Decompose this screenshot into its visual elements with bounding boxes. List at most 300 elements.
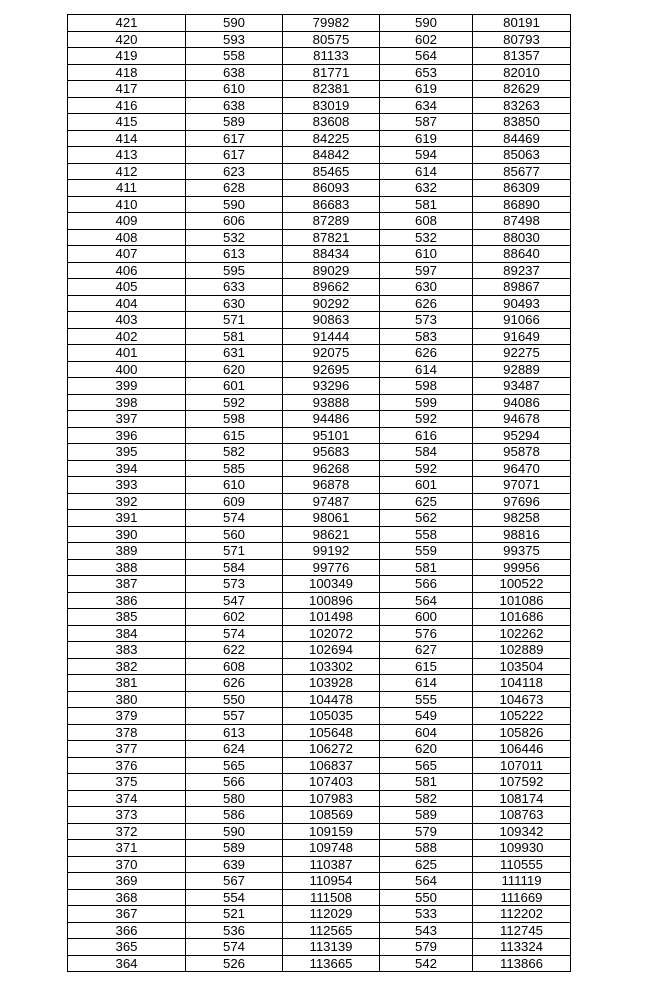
cumulative-cell-a: 106837 <box>283 757 380 774</box>
cumulative-cell-a: 95101 <box>283 427 380 444</box>
count-cell-b: 550 <box>380 889 473 906</box>
cumulative-cell-a: 110954 <box>283 873 380 890</box>
count-cell-a: 608 <box>186 658 283 675</box>
count-cell-b: 543 <box>380 922 473 939</box>
cumulative-cell-b: 108763 <box>473 807 571 824</box>
count-cell-b: 533 <box>380 906 473 923</box>
count-cell-a: 526 <box>186 955 283 972</box>
score-cell: 381 <box>68 675 186 692</box>
score-cell: 396 <box>68 427 186 444</box>
table-row <box>68 163 571 180</box>
count-cell-a: 574 <box>186 625 283 642</box>
table-row <box>68 823 571 840</box>
cumulative-cell-b: 97696 <box>473 493 571 510</box>
count-cell-b: 587 <box>380 114 473 131</box>
count-cell-a: 590 <box>186 196 283 213</box>
cumulative-cell-b: 111669 <box>473 889 571 906</box>
count-cell-b: 625 <box>380 856 473 873</box>
count-cell-a: 574 <box>186 939 283 956</box>
table-row <box>68 130 571 147</box>
table-row <box>68 196 571 213</box>
table-row <box>68 279 571 296</box>
count-cell-b: 592 <box>380 411 473 428</box>
cumulative-cell-b: 104118 <box>473 675 571 692</box>
score-cell: 365 <box>68 939 186 956</box>
count-cell-a: 595 <box>186 262 283 279</box>
count-cell-a: 606 <box>186 213 283 230</box>
score-cell: 384 <box>68 625 186 642</box>
cumulative-cell-a: 112029 <box>283 906 380 923</box>
table-row <box>68 295 571 312</box>
cumulative-cell-a: 92695 <box>283 361 380 378</box>
score-cell: 368 <box>68 889 186 906</box>
cumulative-cell-a: 103928 <box>283 675 380 692</box>
score-cell: 380 <box>68 691 186 708</box>
count-cell-b: 614 <box>380 675 473 692</box>
score-cell: 395 <box>68 444 186 461</box>
table-row <box>68 559 571 576</box>
table-row <box>68 840 571 857</box>
cumulative-cell-b: 83850 <box>473 114 571 131</box>
score-cell: 378 <box>68 724 186 741</box>
table-row <box>68 229 571 246</box>
table-row <box>68 262 571 279</box>
count-cell-b: 564 <box>380 48 473 65</box>
count-cell-b: 589 <box>380 807 473 824</box>
cumulative-cell-b: 93487 <box>473 378 571 395</box>
count-cell-b: 620 <box>380 741 473 758</box>
cumulative-cell-a: 107403 <box>283 774 380 791</box>
count-cell-a: 624 <box>186 741 283 758</box>
count-cell-b: 600 <box>380 609 473 626</box>
cumulative-cell-a: 95683 <box>283 444 380 461</box>
count-cell-b: 583 <box>380 328 473 345</box>
score-cell: 402 <box>68 328 186 345</box>
count-cell-a: 639 <box>186 856 283 873</box>
cumulative-cell-a: 81771 <box>283 64 380 81</box>
table-row <box>68 114 571 131</box>
count-cell-b: 555 <box>380 691 473 708</box>
cumulative-cell-b: 81357 <box>473 48 571 65</box>
count-cell-a: 589 <box>186 840 283 857</box>
score-cell: 420 <box>68 31 186 48</box>
cumulative-cell-b: 107011 <box>473 757 571 774</box>
score-cell: 413 <box>68 147 186 164</box>
count-cell-a: 593 <box>186 31 283 48</box>
score-cell: 385 <box>68 609 186 626</box>
cumulative-cell-b: 95294 <box>473 427 571 444</box>
cumulative-cell-b: 91066 <box>473 312 571 329</box>
score-cell: 372 <box>68 823 186 840</box>
count-cell-a: 532 <box>186 229 283 246</box>
count-cell-b: 562 <box>380 510 473 527</box>
score-cell: 392 <box>68 493 186 510</box>
table-row <box>68 361 571 378</box>
cumulative-cell-b: 99956 <box>473 559 571 576</box>
cumulative-cell-b: 97071 <box>473 477 571 494</box>
table-row <box>68 757 571 774</box>
count-cell-a: 609 <box>186 493 283 510</box>
table-row <box>68 642 571 659</box>
cumulative-cell-a: 91444 <box>283 328 380 345</box>
table-row <box>68 213 571 230</box>
score-cell: 397 <box>68 411 186 428</box>
count-cell-b: 619 <box>380 130 473 147</box>
table-row <box>68 807 571 824</box>
count-cell-a: 598 <box>186 411 283 428</box>
cumulative-cell-b: 90493 <box>473 295 571 312</box>
table-row <box>68 576 571 593</box>
cumulative-cell-b: 98258 <box>473 510 571 527</box>
cumulative-cell-b: 112745 <box>473 922 571 939</box>
score-cell: 383 <box>68 642 186 659</box>
count-cell-b: 614 <box>380 361 473 378</box>
cumulative-cell-b: 88640 <box>473 246 571 263</box>
count-cell-a: 571 <box>186 543 283 560</box>
table-row <box>68 543 571 560</box>
score-cell: 408 <box>68 229 186 246</box>
score-cell: 371 <box>68 840 186 857</box>
count-cell-b: 584 <box>380 444 473 461</box>
count-cell-b: 625 <box>380 493 473 510</box>
cumulative-cell-a: 97487 <box>283 493 380 510</box>
count-cell-b: 581 <box>380 774 473 791</box>
score-cell: 404 <box>68 295 186 312</box>
count-cell-b: 610 <box>380 246 473 263</box>
cumulative-cell-a: 88434 <box>283 246 380 263</box>
count-cell-a: 547 <box>186 592 283 609</box>
table-row <box>68 724 571 741</box>
cumulative-cell-a: 113665 <box>283 955 380 972</box>
table-row <box>68 922 571 939</box>
count-cell-b: 579 <box>380 823 473 840</box>
cumulative-cell-a: 113139 <box>283 939 380 956</box>
count-cell-a: 566 <box>186 774 283 791</box>
cumulative-cell-b: 102889 <box>473 642 571 659</box>
score-cell: 369 <box>68 873 186 890</box>
table-row <box>68 328 571 345</box>
table-row <box>68 81 571 98</box>
cumulative-cell-b: 87498 <box>473 213 571 230</box>
count-cell-a: 610 <box>186 477 283 494</box>
score-cell: 374 <box>68 790 186 807</box>
cumulative-cell-a: 90292 <box>283 295 380 312</box>
count-cell-b: 653 <box>380 64 473 81</box>
table-row <box>68 97 571 114</box>
count-cell-b: 615 <box>380 658 473 675</box>
table-row <box>68 147 571 164</box>
score-cell: 405 <box>68 279 186 296</box>
table-row <box>68 856 571 873</box>
cumulative-cell-a: 100349 <box>283 576 380 593</box>
table-row <box>68 345 571 362</box>
cumulative-cell-b: 113324 <box>473 939 571 956</box>
cumulative-cell-a: 84842 <box>283 147 380 164</box>
cumulative-cell-a: 96878 <box>283 477 380 494</box>
score-cell: 412 <box>68 163 186 180</box>
count-cell-a: 584 <box>186 559 283 576</box>
table-row <box>68 477 571 494</box>
count-cell-b: 604 <box>380 724 473 741</box>
cumulative-cell-b: 80191 <box>473 15 571 32</box>
count-cell-b: 564 <box>380 592 473 609</box>
table-row <box>68 906 571 923</box>
count-cell-b: 634 <box>380 97 473 114</box>
cumulative-cell-b: 98816 <box>473 526 571 543</box>
cumulative-cell-b: 84469 <box>473 130 571 147</box>
score-cell: 421 <box>68 15 186 32</box>
cumulative-cell-a: 102694 <box>283 642 380 659</box>
count-cell-a: 592 <box>186 394 283 411</box>
cumulative-cell-a: 110387 <box>283 856 380 873</box>
cumulative-cell-a: 86683 <box>283 196 380 213</box>
table-row <box>68 939 571 956</box>
cumulative-cell-a: 79982 <box>283 15 380 32</box>
count-cell-a: 613 <box>186 724 283 741</box>
table-row <box>68 15 571 32</box>
count-cell-b: 565 <box>380 757 473 774</box>
count-cell-b: 632 <box>380 180 473 197</box>
score-cell: 401 <box>68 345 186 362</box>
count-cell-a: 565 <box>186 757 283 774</box>
score-cell: 364 <box>68 955 186 972</box>
count-cell-a: 589 <box>186 114 283 131</box>
table-row <box>68 873 571 890</box>
cumulative-cell-b: 111119 <box>473 873 571 890</box>
score-cell: 409 <box>68 213 186 230</box>
table-row <box>68 180 571 197</box>
cumulative-cell-a: 98061 <box>283 510 380 527</box>
table-row <box>68 510 571 527</box>
table-row <box>68 691 571 708</box>
cumulative-cell-b: 89867 <box>473 279 571 296</box>
cumulative-cell-b: 92889 <box>473 361 571 378</box>
cumulative-cell-b: 112202 <box>473 906 571 923</box>
cumulative-cell-b: 99375 <box>473 543 571 560</box>
cumulative-cell-b: 100522 <box>473 576 571 593</box>
cumulative-cell-a: 94486 <box>283 411 380 428</box>
score-cell: 373 <box>68 807 186 824</box>
count-cell-a: 567 <box>186 873 283 890</box>
count-cell-a: 573 <box>186 576 283 593</box>
score-cell: 406 <box>68 262 186 279</box>
count-cell-a: 536 <box>186 922 283 939</box>
table-row <box>68 526 571 543</box>
table-row <box>68 889 571 906</box>
count-cell-b: 558 <box>380 526 473 543</box>
cumulative-cell-a: 92075 <box>283 345 380 362</box>
cumulative-cell-b: 106446 <box>473 741 571 758</box>
cumulative-cell-b: 101086 <box>473 592 571 609</box>
cumulative-cell-b: 92275 <box>473 345 571 362</box>
count-cell-b: 598 <box>380 378 473 395</box>
cumulative-cell-a: 83608 <box>283 114 380 131</box>
cumulative-cell-a: 101498 <box>283 609 380 626</box>
table-row <box>68 378 571 395</box>
cumulative-cell-a: 85465 <box>283 163 380 180</box>
score-cell: 399 <box>68 378 186 395</box>
cumulative-cell-b: 94678 <box>473 411 571 428</box>
count-cell-a: 622 <box>186 642 283 659</box>
table-row <box>68 64 571 81</box>
table-row <box>68 741 571 758</box>
count-cell-b: 602 <box>380 31 473 48</box>
count-cell-a: 628 <box>186 180 283 197</box>
cumulative-cell-a: 93888 <box>283 394 380 411</box>
count-cell-b: 573 <box>380 312 473 329</box>
count-cell-a: 557 <box>186 708 283 725</box>
count-cell-b: 630 <box>380 279 473 296</box>
cumulative-cell-a: 90863 <box>283 312 380 329</box>
score-cell: 379 <box>68 708 186 725</box>
count-cell-a: 585 <box>186 460 283 477</box>
count-cell-a: 617 <box>186 147 283 164</box>
table-row <box>68 955 571 972</box>
count-cell-a: 582 <box>186 444 283 461</box>
cumulative-cell-b: 86309 <box>473 180 571 197</box>
count-cell-b: 566 <box>380 576 473 593</box>
table-row <box>68 246 571 263</box>
count-cell-a: 571 <box>186 312 283 329</box>
count-cell-a: 638 <box>186 64 283 81</box>
score-cell: 414 <box>68 130 186 147</box>
count-cell-b: 581 <box>380 196 473 213</box>
cumulative-cell-a: 87289 <box>283 213 380 230</box>
count-cell-a: 610 <box>186 81 283 98</box>
count-cell-b: 592 <box>380 460 473 477</box>
cumulative-cell-a: 93296 <box>283 378 380 395</box>
table-row <box>68 411 571 428</box>
cumulative-cell-b: 113866 <box>473 955 571 972</box>
count-cell-a: 626 <box>186 675 283 692</box>
table-row <box>68 427 571 444</box>
count-cell-b: 601 <box>380 477 473 494</box>
count-cell-b: 549 <box>380 708 473 725</box>
table-row <box>68 675 571 692</box>
score-cell: 415 <box>68 114 186 131</box>
count-cell-b: 597 <box>380 262 473 279</box>
count-cell-a: 554 <box>186 889 283 906</box>
cumulative-cell-a: 83019 <box>283 97 380 114</box>
count-cell-a: 550 <box>186 691 283 708</box>
count-cell-b: 559 <box>380 543 473 560</box>
cumulative-cell-a: 89662 <box>283 279 380 296</box>
cumulative-cell-a: 106272 <box>283 741 380 758</box>
count-cell-b: 581 <box>380 559 473 576</box>
cumulative-cell-b: 80793 <box>473 31 571 48</box>
table-row <box>68 31 571 48</box>
count-cell-a: 602 <box>186 609 283 626</box>
cumulative-cell-a: 105648 <box>283 724 380 741</box>
count-cell-a: 620 <box>186 361 283 378</box>
count-cell-a: 617 <box>186 130 283 147</box>
score-cell: 398 <box>68 394 186 411</box>
cumulative-cell-a: 103302 <box>283 658 380 675</box>
cumulative-cell-b: 88030 <box>473 229 571 246</box>
score-table-body <box>68 15 571 972</box>
score-cell: 419 <box>68 48 186 65</box>
score-cell: 370 <box>68 856 186 873</box>
cumulative-cell-a: 84225 <box>283 130 380 147</box>
cumulative-cell-a: 102072 <box>283 625 380 642</box>
table-row <box>68 592 571 609</box>
table-row <box>68 625 571 642</box>
score-cell: 407 <box>68 246 186 263</box>
count-cell-b: 626 <box>380 345 473 362</box>
score-cell: 387 <box>68 576 186 593</box>
cumulative-cell-b: 86890 <box>473 196 571 213</box>
score-cell: 376 <box>68 757 186 774</box>
cumulative-cell-b: 104673 <box>473 691 571 708</box>
count-cell-a: 633 <box>186 279 283 296</box>
cumulative-cell-b: 85063 <box>473 147 571 164</box>
cumulative-cell-b: 107592 <box>473 774 571 791</box>
score-cell: 366 <box>68 922 186 939</box>
table-row <box>68 774 571 791</box>
count-cell-a: 560 <box>186 526 283 543</box>
cumulative-cell-a: 96268 <box>283 460 380 477</box>
cumulative-cell-b: 110555 <box>473 856 571 873</box>
cumulative-cell-b: 105826 <box>473 724 571 741</box>
cumulative-cell-a: 111508 <box>283 889 380 906</box>
cumulative-cell-a: 107983 <box>283 790 380 807</box>
count-cell-a: 623 <box>186 163 283 180</box>
score-cell: 403 <box>68 312 186 329</box>
cumulative-cell-b: 103504 <box>473 658 571 675</box>
cumulative-cell-a: 98621 <box>283 526 380 543</box>
table-row <box>68 790 571 807</box>
count-cell-b: 576 <box>380 625 473 642</box>
score-table <box>67 14 571 972</box>
count-cell-a: 574 <box>186 510 283 527</box>
score-cell: 386 <box>68 592 186 609</box>
cumulative-cell-b: 82629 <box>473 81 571 98</box>
cumulative-cell-b: 109342 <box>473 823 571 840</box>
count-cell-a: 558 <box>186 48 283 65</box>
score-cell: 375 <box>68 774 186 791</box>
score-cell: 410 <box>68 196 186 213</box>
score-cell: 418 <box>68 64 186 81</box>
score-cell: 416 <box>68 97 186 114</box>
cumulative-cell-a: 100896 <box>283 592 380 609</box>
count-cell-a: 638 <box>186 97 283 114</box>
count-cell-a: 580 <box>186 790 283 807</box>
table-row <box>68 394 571 411</box>
count-cell-b: 588 <box>380 840 473 857</box>
table-row <box>68 312 571 329</box>
count-cell-a: 581 <box>186 328 283 345</box>
score-cell: 391 <box>68 510 186 527</box>
score-cell: 389 <box>68 543 186 560</box>
count-cell-b: 614 <box>380 163 473 180</box>
count-cell-a: 615 <box>186 427 283 444</box>
score-cell: 394 <box>68 460 186 477</box>
cumulative-cell-b: 95878 <box>473 444 571 461</box>
cumulative-cell-a: 80575 <box>283 31 380 48</box>
count-cell-b: 608 <box>380 213 473 230</box>
score-cell: 367 <box>68 906 186 923</box>
table-row <box>68 609 571 626</box>
table-row <box>68 460 571 477</box>
count-cell-b: 532 <box>380 229 473 246</box>
score-cell: 417 <box>68 81 186 98</box>
count-cell-b: 599 <box>380 394 473 411</box>
cumulative-cell-a: 109748 <box>283 840 380 857</box>
count-cell-b: 582 <box>380 790 473 807</box>
score-cell: 377 <box>68 741 186 758</box>
cumulative-cell-a: 81133 <box>283 48 380 65</box>
count-cell-a: 613 <box>186 246 283 263</box>
